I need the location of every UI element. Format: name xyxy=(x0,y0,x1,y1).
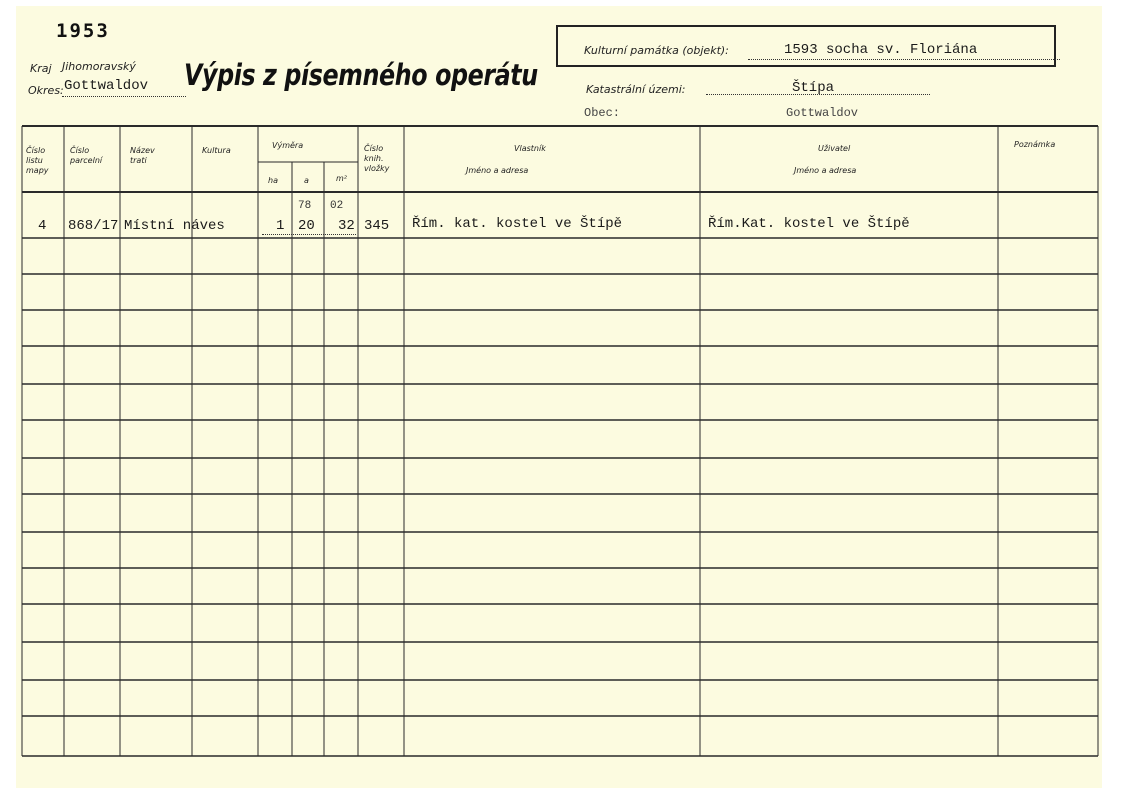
row-m2-sup: 02 xyxy=(330,200,344,212)
col-uzivatel-header: Uživatel xyxy=(818,144,851,153)
kraj-label: Kraj xyxy=(30,62,52,75)
okres-label: Okres: xyxy=(28,84,64,97)
col-uzivatel-sub: Jméno a adresa xyxy=(794,166,857,175)
col-a-header: a xyxy=(304,176,309,185)
col-parcela-header: Číslo parcelní xyxy=(70,146,103,165)
row-cislo-listu: 4 xyxy=(38,218,47,234)
col-kultura-header: Kultura xyxy=(202,146,231,155)
kraj-value: Jihomoravský xyxy=(62,60,136,73)
row-area-underline xyxy=(262,234,356,235)
col-vlozka-header: Číslo knih. vložky xyxy=(364,144,390,173)
row-a-sup: 78 xyxy=(298,200,312,212)
okres-value: Gottwaldov xyxy=(64,78,149,94)
col-ha-header: ha xyxy=(268,176,278,185)
col-vymera-header: Výměra xyxy=(272,141,304,150)
row-ha: 1 xyxy=(276,218,285,234)
pamatka-label: Kulturní památka (objekt): xyxy=(584,44,729,57)
row-nazev-kultura: Místní náves xyxy=(124,218,225,234)
col-m2-header: m² xyxy=(336,174,347,183)
row-m2: 32 xyxy=(338,218,355,234)
pamatka-value: 1593 socha sv. Floriána xyxy=(784,42,978,58)
col-nazev-header: Název trati xyxy=(130,146,155,165)
year-stamp: 1953 xyxy=(56,20,110,42)
row-a: 20 xyxy=(298,218,315,234)
col-vlastnik-sub: Jméno a adresa xyxy=(466,166,529,175)
col-cislo-listu-header: Číslo listu mapy xyxy=(26,146,49,175)
row-vlozka: 345 xyxy=(364,218,390,234)
row-uzivatel: Řím.Kat. kostel ve Štípě xyxy=(708,216,910,232)
row-parcela: 868/17 xyxy=(68,218,119,234)
katastr-label: Katastrální územi: xyxy=(586,83,686,96)
col-vlastnik-header: Vlastník xyxy=(514,144,546,153)
katastr-value: Štípa xyxy=(792,80,835,96)
obec-label: Obec: xyxy=(584,106,621,120)
obec-value: Gottwaldov xyxy=(786,106,859,120)
document-title: Výpis z písemného operátu xyxy=(184,58,538,92)
col-poznamka-header: Poznámka xyxy=(1014,140,1056,149)
row-vlastnik: Řím. kat. kostel ve Štípě xyxy=(412,216,623,232)
